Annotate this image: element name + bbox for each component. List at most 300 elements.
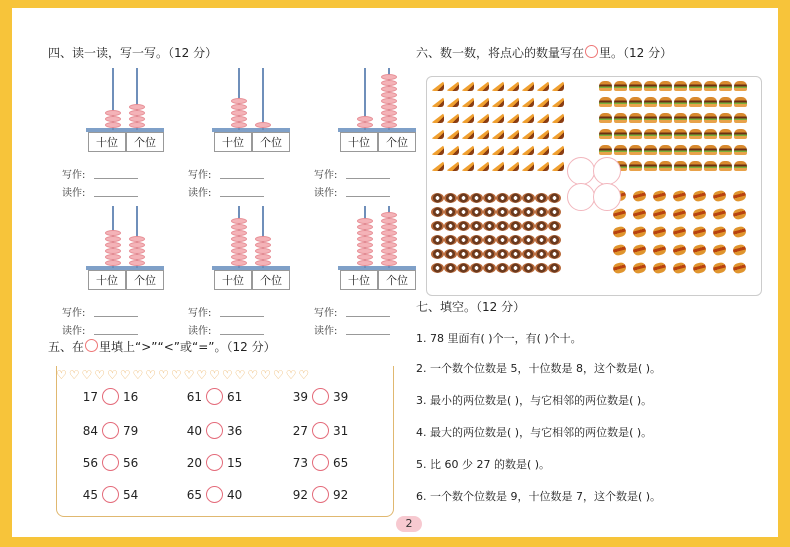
donut-icon [457,249,470,259]
sandwich-icon [476,145,489,155]
abacus-bead [231,122,247,128]
write-label: 写作: [314,170,338,181]
abacus-bead [381,74,397,80]
sandwich-icon [551,129,564,139]
sandwich-icon [536,81,549,91]
sandwich-icon [431,161,444,171]
question-3: 3. 最小的两位数是( )，与它相邻的两位数是( )。 [416,394,653,407]
sandwich-icon [446,97,459,107]
abacus-bead [357,122,373,128]
sandwich-icon [431,145,444,155]
burger-icon [689,113,702,123]
right-number: 56 [123,456,139,470]
answer-circle-sandwich[interactable] [567,157,595,185]
read-label: 读作: [62,326,86,337]
hotdog-icon [652,243,667,256]
section6-title-part2: 里。（12 分） [599,46,673,60]
burger-icon [629,161,642,171]
donut-icon [483,207,496,217]
hotdog-icon [612,261,627,274]
burger-icon [659,81,672,91]
burger-icon [689,81,702,91]
donut-icon [470,193,483,203]
burger-icon [704,113,717,123]
abacus-bead [105,236,121,242]
read-answer-line[interactable] [346,334,390,335]
right-number: 39 [333,390,349,404]
burger-icon [614,145,627,155]
compare-item [78,486,143,503]
answer-circle-hotdog[interactable] [593,183,621,211]
burger-icon [659,97,672,107]
hotdog-icon [692,225,707,238]
read-answer-line[interactable] [346,196,390,197]
compare-item [182,422,247,439]
abacus-bead [381,236,397,242]
circle-icon [585,45,598,58]
abacus-bead [357,242,373,248]
sandwich-icon [491,97,504,107]
donut-icon [509,221,522,231]
compare-item [78,388,143,405]
abacus-bead [231,248,247,254]
write-answer-line[interactable] [220,316,264,317]
sandwich-icon [521,145,534,155]
hotdog-icon [712,189,727,202]
abacus-bead [357,230,373,236]
burger-icon [644,129,657,139]
abacus-bead [231,224,247,230]
abacus-bead [231,116,247,122]
hotdog-icon [692,207,707,220]
burger-icon [644,161,657,171]
abacus-bead [129,236,145,242]
sandwich-icon [431,113,444,123]
hotdog-icon [652,261,667,274]
burger-icon [614,129,627,139]
donut-icon [548,193,561,203]
abacus-bead [129,122,145,128]
sandwich-icon [446,145,459,155]
write-label: 写作: [188,170,212,181]
abacus-bead [255,122,271,128]
donut-icon [444,249,457,259]
tens-label: 十位 [88,270,126,290]
abacus-bead [381,212,397,218]
abacus-bead [381,98,397,104]
donut-icon [483,193,496,203]
abacus-bead [255,236,271,242]
question-5: 5. 比 60 少 27 的数是( )。 [416,458,551,471]
abacus-bead [105,110,121,116]
sandwich-icon [431,129,444,139]
right-number: 54 [123,488,139,502]
hotdog-icon [732,243,747,256]
snack-count-panel [426,76,762,296]
abacus-bead [357,260,373,266]
burger-icon [719,161,732,171]
hotdog-icon [652,189,667,202]
donut-icon [496,207,509,217]
hotdog-icon [732,207,747,220]
burger-icon [644,97,657,107]
section5-title-part2: 里填上“>”“<”或“=”。（12 分） [99,340,276,354]
sandwich-icon [461,129,474,139]
sandwich-icon [551,161,564,171]
donut-icon [431,263,444,273]
section7-title: 七、填空。（12 分） [416,300,526,314]
write-answer-line[interactable] [220,178,264,179]
burger-icon [704,145,717,155]
donut-icon [522,263,535,273]
read-answer-line[interactable] [94,334,138,335]
read-answer-line[interactable] [94,196,138,197]
sandwich-icon [536,113,549,123]
donut-icon [496,263,509,273]
donut-icon [522,235,535,245]
abacus-bead [381,86,397,92]
donut-icon [431,249,444,259]
donut-icon [444,207,457,217]
hotdog-icon [732,261,747,274]
left-number: 40 [186,424,202,438]
abacus-bead [255,254,271,260]
write-label: 写作: [62,170,86,181]
abacus-bead [381,122,397,128]
hotdog-icon [632,207,647,220]
sandwich-icon [461,97,474,107]
donut-icon [522,207,535,217]
answer-circle[interactable] [206,454,223,471]
abacus [314,68,416,199]
write-answer-line[interactable] [346,178,390,179]
abacus-bead [381,254,397,260]
sandwich-icon [461,161,474,171]
answer-circle-burger[interactable] [593,157,621,185]
burger-icon [659,145,672,155]
sandwich-icon [491,129,504,139]
abacus-bead [129,248,145,254]
donut-icon [444,221,457,231]
abacus-bead [231,98,247,104]
donut-icon [457,235,470,245]
burger-icon [599,81,612,91]
donut-icon [457,263,470,273]
burger-icon [674,81,687,91]
donut-icon [470,221,483,231]
burger-icon [629,129,642,139]
answer-circle[interactable] [102,454,119,471]
donut-icon [522,193,535,203]
donut-icon [457,207,470,217]
abacus-bead [105,122,121,128]
right-number: 36 [227,424,243,438]
burger-icon [689,161,702,171]
burger-icon [689,145,702,155]
donut-icon [431,221,444,231]
donut-icon [548,221,561,231]
donut-icon [483,249,496,259]
burger-icon [734,129,747,139]
sandwich-icon [476,97,489,107]
answer-circle[interactable] [312,454,329,471]
burger-icon [674,113,687,123]
answer-circle[interactable] [206,388,223,405]
write-answer-line[interactable] [346,316,390,317]
donut-icon [535,263,548,273]
donut-icon [444,263,457,273]
write-answer-line[interactable] [94,316,138,317]
left-number: 84 [82,424,98,438]
hotdog-icon [712,243,727,256]
compare-item [288,422,353,439]
abacus-bead [105,248,121,254]
hotdog-icon [712,225,727,238]
answer-circle[interactable] [102,388,119,405]
read-answer-line[interactable] [220,196,264,197]
left-number: 17 [82,390,98,404]
abacus-bead [381,116,397,122]
sandwich-icon [446,161,459,171]
abacus-bead [381,260,397,266]
right-number: 16 [123,390,139,404]
read-label: 读作: [314,188,338,199]
answer-circle-donut[interactable] [567,183,595,211]
sandwich-icon [551,145,564,155]
donut-icon [535,207,548,217]
hotdog-icon [692,189,707,202]
ones-label: 个位 [378,270,416,290]
donut-icon [496,221,509,231]
sandwich-icon [446,81,459,91]
write-label: 写作: [314,308,338,319]
abacus [188,68,290,199]
sandwich-icon [521,161,534,171]
abacus-bead [255,242,271,248]
burger-icon [614,113,627,123]
ones-label: 个位 [378,132,416,152]
section6-title-part1: 六、数一数，将点心的数量写在 [416,46,585,60]
answer-circle[interactable] [312,422,329,439]
right-number: 31 [333,424,349,438]
sandwich-icon [506,113,519,123]
burger-icon [689,97,702,107]
tens-label: 十位 [340,132,378,152]
compare-item [182,486,247,503]
sandwich-icon [551,81,564,91]
question-2: 2. 一个数个位数是 5，十位数是 8，这个数是( )。 [416,362,662,375]
sandwich-icon [521,81,534,91]
hotdog-icon [632,189,647,202]
burger-icon [614,97,627,107]
donut-icon [431,193,444,203]
burger-icon [674,129,687,139]
abacus-bead [381,110,397,116]
sandwich-icon [431,97,444,107]
donut-icon [509,235,522,245]
burger-icon [719,129,732,139]
ones-label: 个位 [126,270,164,290]
burger-grid [599,81,749,171]
left-number: 27 [292,424,308,438]
read-answer-line[interactable] [220,334,264,335]
section5-title-part1: 五、在 [48,340,85,354]
burger-icon [704,81,717,91]
abacus-bead [105,242,121,248]
hotdog-icon [632,225,647,238]
burger-icon [719,81,732,91]
sandwich-icon [476,81,489,91]
burger-icon [674,97,687,107]
sandwich-icon [536,145,549,155]
compare-item [182,454,247,471]
donut-icon [483,221,496,231]
abacus-bead [105,230,121,236]
sandwich-icon [521,113,534,123]
donut-icon [509,263,522,273]
abacus-bead [381,230,397,236]
right-number: 40 [227,488,243,502]
compare-item [78,422,143,439]
abacus-bead [357,218,373,224]
donut-icon [535,235,548,245]
compare-item [78,454,143,471]
donut-icon [470,263,483,273]
write-label: 写作: [188,308,212,319]
answer-circle[interactable] [206,486,223,503]
compare-item [182,388,247,405]
burger-icon [599,97,612,107]
abacus-rod [262,68,264,130]
tens-label: 十位 [214,132,252,152]
sandwich-grid [431,81,566,171]
burger-icon [704,161,717,171]
donut-icon [483,235,496,245]
hotdog-icon [652,207,667,220]
left-number: 61 [186,390,202,404]
abacus-bead [357,236,373,242]
answer-circle[interactable] [312,486,329,503]
hotdog-icon [732,189,747,202]
abacus-bead [381,104,397,110]
left-number: 56 [82,456,98,470]
donut-icon [444,193,457,203]
donut-icon [509,249,522,259]
burger-icon [674,161,687,171]
abacus-bead [357,116,373,122]
burger-icon [719,113,732,123]
hotdog-icon [672,225,687,238]
abacus-bead [255,260,271,266]
sandwich-icon [551,113,564,123]
sandwich-icon [446,129,459,139]
hotdog-icon [672,243,687,256]
abacus-bead [105,260,121,266]
answer-circle[interactable] [206,422,223,439]
answer-circle[interactable] [312,388,329,405]
sandwich-icon [491,145,504,155]
donut-icon [509,193,522,203]
abacus [62,206,164,337]
left-number: 92 [292,488,308,502]
abacus-bead [129,242,145,248]
compare-item [288,454,353,471]
left-number: 20 [186,456,202,470]
burger-icon [614,81,627,91]
burger-icon [644,145,657,155]
abacus-bead [231,230,247,236]
donut-icon [496,249,509,259]
burger-icon [629,145,642,155]
sandwich-icon [506,81,519,91]
burger-icon [734,97,747,107]
donut-icon [431,235,444,245]
sandwich-icon [536,97,549,107]
question-6: 6. 一个数个位数是 9，十位数是 7，这个数是( )。 [416,490,662,503]
donut-icon [457,221,470,231]
abacus-bead [231,110,247,116]
sandwich-icon [506,97,519,107]
burger-icon [659,129,672,139]
burger-icon [734,161,747,171]
burger-icon [599,129,612,139]
abacus-bead [105,254,121,260]
page-number: 2 [396,516,422,532]
sandwich-icon [536,129,549,139]
donut-icon [470,207,483,217]
hotdog-icon [632,261,647,274]
burger-icon [629,113,642,123]
hotdog-icon [692,261,707,274]
sandwich-icon [476,161,489,171]
donut-icon [431,207,444,217]
section4-title: 四、读一读，写一写。（12 分） [48,46,218,60]
tens-label: 十位 [214,270,252,290]
donut-icon [548,263,561,273]
abacus-bead [381,248,397,254]
abacus-bead [231,242,247,248]
sandwich-icon [461,81,474,91]
burger-icon [599,113,612,123]
hotdog-icon [672,207,687,220]
burger-icon [599,145,612,155]
donut-icon [535,193,548,203]
abacus-bead [129,260,145,266]
burger-icon [689,129,702,139]
sandwich-icon [461,113,474,123]
hotdog-icon [672,261,687,274]
hotdog-icon [732,225,747,238]
write-answer-line[interactable] [94,178,138,179]
hotdog-icon [612,207,627,220]
donut-icon [483,263,496,273]
answer-circle[interactable] [102,486,119,503]
abacus [62,68,164,199]
heart-border-decoration: ♡♡♡♡♡♡♡♡♡♡♡♡♡♡♡♡♡♡♡♡ [56,368,312,380]
abacus-bead [231,104,247,110]
sandwich-icon [536,161,549,171]
abacus-bead [129,110,145,116]
answer-circle[interactable] [102,422,119,439]
section5-title [48,338,276,355]
donut-icon [509,207,522,217]
read-label: 读作: [62,188,86,199]
donut-icon [470,235,483,245]
hotdog-icon [712,207,727,220]
hotdog-icon [652,225,667,238]
burger-icon [629,81,642,91]
sandwich-icon [506,129,519,139]
